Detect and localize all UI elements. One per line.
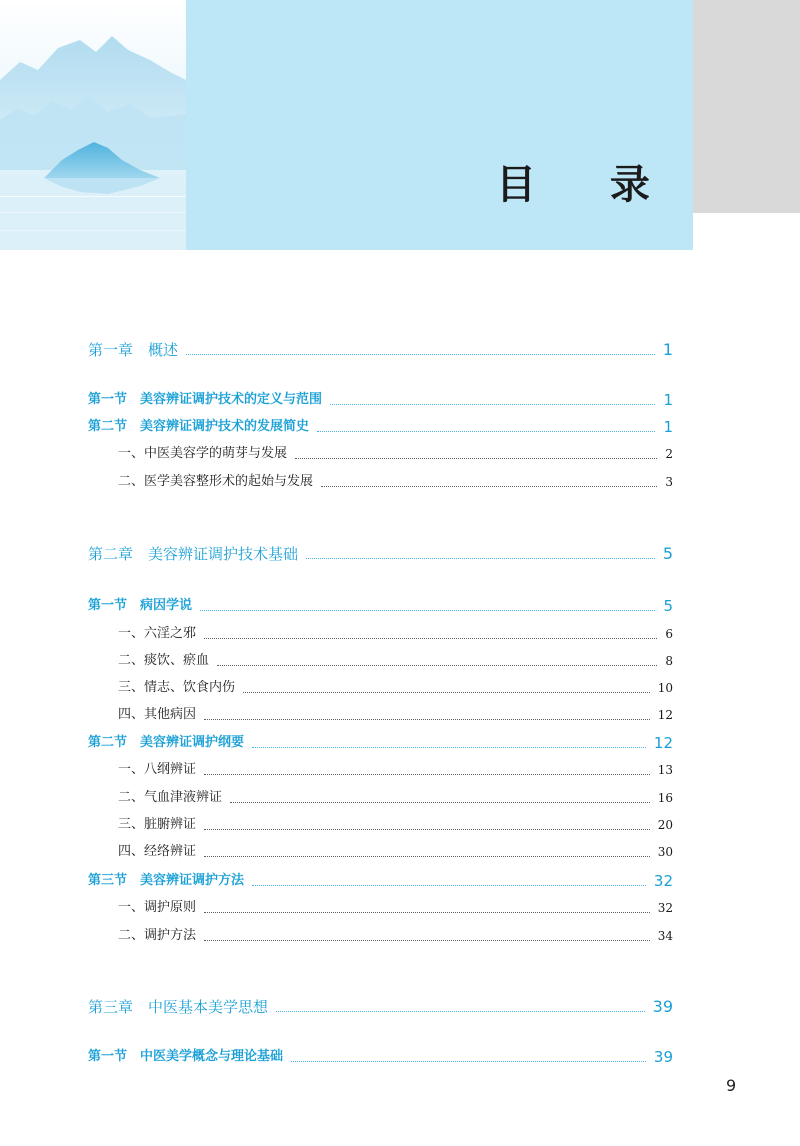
dot-leader — [204, 774, 650, 775]
toc-entry-page: 5 — [662, 544, 673, 563]
dot-leader — [204, 829, 650, 830]
toc-entry-page: 10 — [657, 681, 673, 695]
dot-leader — [330, 404, 655, 405]
dot-leader — [321, 486, 657, 487]
dot-leader — [204, 638, 657, 639]
toc-entry-page: 3 — [665, 475, 673, 489]
page-header — [0, 0, 800, 250]
toc-entry-label: 二、调护方法 — [118, 928, 197, 943]
page-number: 9 — [726, 1076, 737, 1095]
toc-entry-page: 2 — [665, 447, 673, 461]
dot-leader — [291, 1061, 646, 1062]
toc-entry-label: 第二章 美容辨证调护技术基础 — [88, 545, 299, 563]
mountain-landscape-illustration — [0, 0, 186, 250]
toc-entry-label: 二、气血津液辨证 — [118, 790, 223, 805]
corner-grey-block — [693, 0, 800, 213]
toc-entry-label: 第一节 中医美学概念与理论基础 — [88, 1049, 284, 1064]
title-band — [186, 0, 693, 250]
toc-entry-item[interactable] — [118, 472, 673, 492]
page-title: 目 录 — [496, 161, 680, 208]
dot-leader — [252, 885, 646, 886]
dot-leader — [204, 856, 650, 857]
dot-leader — [243, 692, 650, 693]
toc-entry-label: 一、八纲辨证 — [118, 762, 197, 777]
toc-entry-label: 四、经络辨证 — [118, 844, 197, 859]
toc-entry-item[interactable] — [118, 624, 673, 644]
dot-leader — [204, 719, 650, 720]
toc-entry-item[interactable] — [118, 788, 673, 808]
toc-entry-chapter[interactable] — [88, 340, 673, 360]
toc-entry-item[interactable] — [118, 815, 673, 835]
toc-entry-page: 12 — [657, 708, 673, 722]
toc-entry-label: 二、痰饮、瘀血 — [118, 653, 210, 668]
toc-entry-section[interactable] — [88, 390, 673, 410]
toc-entry-label: 二、医学美容整形术的起始与发展 — [118, 474, 314, 489]
toc-entry-chapter[interactable] — [88, 997, 673, 1017]
toc-entry-item[interactable] — [118, 651, 673, 671]
dot-leader — [204, 940, 650, 941]
toc-entry-label: 第三章 中医基本美学思想 — [88, 998, 269, 1016]
toc-entry-section[interactable] — [88, 871, 673, 891]
toc-entry-page: 12 — [653, 734, 673, 752]
toc-entry-page: 1 — [663, 418, 673, 436]
toc-entry-section[interactable] — [88, 596, 673, 616]
toc-entry-item[interactable] — [118, 678, 673, 698]
toc-entry-page: 1 — [663, 391, 673, 409]
toc-entry-label: 第二节 美容辨证调护纲要 — [88, 735, 245, 750]
toc-entry-label: 第一节 病因学说 — [88, 598, 193, 613]
dot-leader — [200, 610, 655, 611]
toc-entry-label: 一、六淫之邪 — [118, 626, 197, 641]
toc-entry-item[interactable] — [118, 705, 673, 725]
toc-entry-label: 第二节 美容辨证调护技术的发展简史 — [88, 419, 310, 434]
toc-entry-page: 32 — [653, 872, 673, 890]
toc-entry-page: 8 — [665, 654, 673, 668]
toc-entry-item[interactable] — [118, 926, 673, 946]
toc-entry-label: 三、情志、饮食内伤 — [118, 680, 236, 695]
toc-entry-label: 第一节 美容辨证调护技术的定义与范围 — [88, 392, 323, 407]
dot-leader — [217, 665, 657, 666]
dot-leader — [317, 431, 655, 432]
toc-entry-page: 20 — [657, 818, 673, 832]
toc-entry-page: 34 — [657, 929, 673, 943]
toc-entry-page: 13 — [657, 763, 673, 777]
dot-leader — [252, 747, 646, 748]
toc-entry-item[interactable] — [118, 898, 673, 918]
dot-leader — [204, 912, 650, 913]
toc-entry-page: 32 — [657, 901, 673, 915]
toc-entry-label: 第一章 概述 — [88, 341, 179, 359]
toc-entry-chapter[interactable] — [88, 544, 673, 564]
toc-entry-section[interactable] — [88, 417, 673, 437]
toc-entry-section[interactable] — [88, 733, 673, 753]
dot-leader — [306, 558, 655, 559]
toc-entry-label: 三、脏腑辨证 — [118, 817, 197, 832]
dot-leader — [230, 802, 650, 803]
toc-entry-page: 6 — [665, 627, 673, 641]
toc-entry-page: 1 — [662, 340, 673, 359]
toc-entry-section[interactable] — [88, 1047, 673, 1067]
toc-entry-page: 39 — [653, 1048, 673, 1066]
toc-entry-label: 一、调护原则 — [118, 900, 197, 915]
toc-entry-item[interactable] — [118, 842, 673, 862]
toc-entry-page: 5 — [663, 597, 673, 615]
toc-entry-label: 第三节 美容辨证调护方法 — [88, 873, 245, 888]
toc-entry-item[interactable] — [118, 444, 673, 464]
toc-entry-label: 四、其他病因 — [118, 707, 197, 722]
toc-entry-page: 16 — [657, 791, 673, 805]
toc-entry-label: 一、中医美容学的萌芽与发展 — [118, 446, 288, 461]
toc-entry-item[interactable] — [118, 760, 673, 780]
toc-entry-page: 39 — [652, 997, 673, 1016]
toc-entry-page: 30 — [657, 845, 673, 859]
dot-leader — [186, 354, 655, 355]
dot-leader — [295, 458, 657, 459]
dot-leader — [276, 1011, 645, 1012]
